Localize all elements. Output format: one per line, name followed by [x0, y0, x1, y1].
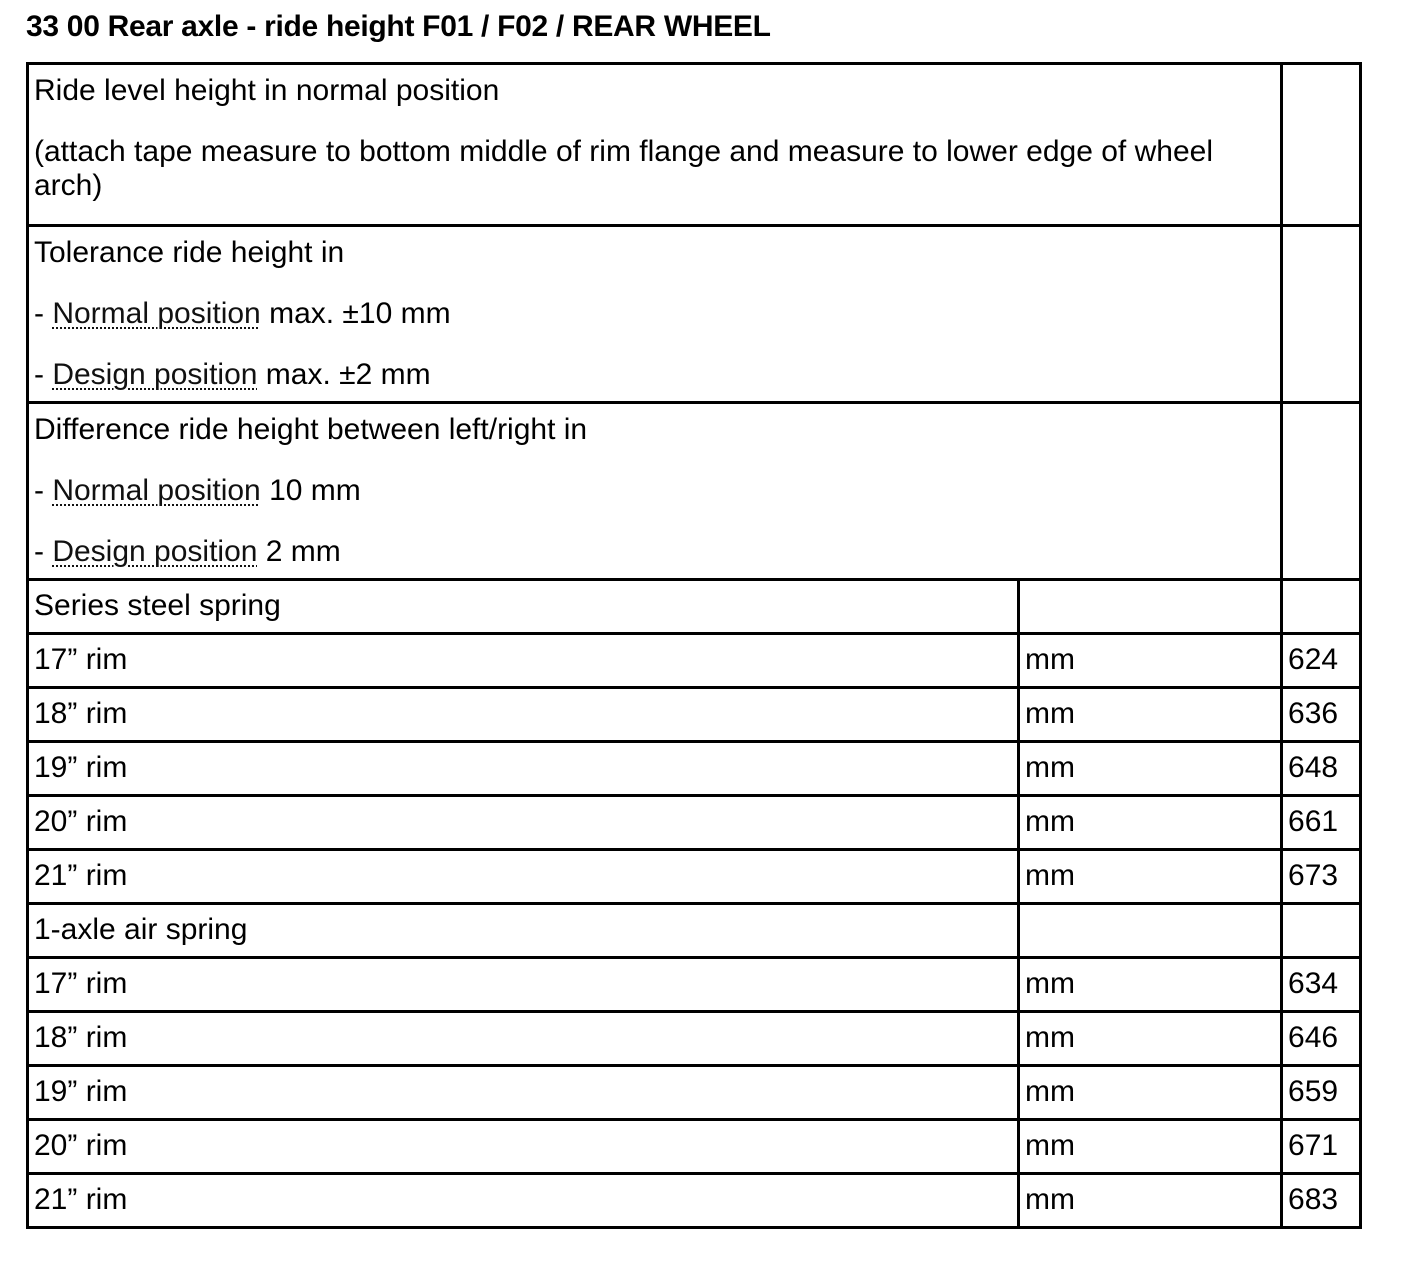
steel-spring-heading: Series steel spring: [28, 580, 1019, 634]
ride-level-instruction: (attach tape measure to bottom middle of rim flange and measure to lower edge of wheel arch): [34, 135, 1213, 202]
table-row: [28, 742, 1361, 796]
height-value: 683: [1282, 1174, 1361, 1228]
rim-label: 21” rim: [28, 1174, 1019, 1228]
rim-label: 19” rim: [28, 1066, 1019, 1120]
table-row: [28, 1012, 1361, 1066]
tolerance-value-cell: [1282, 226, 1361, 403]
ride-level-cell: [28, 64, 1282, 226]
height-value: 624: [1282, 634, 1361, 688]
unit: mm: [1019, 742, 1282, 796]
difference-design-item: [34, 535, 1275, 569]
rim-label: 21” rim: [28, 850, 1019, 904]
rim-label: 18” rim: [28, 688, 1019, 742]
bullet-dash: -: [34, 297, 53, 330]
unit: mm: [1019, 1012, 1282, 1066]
rim-label: 20” rim: [28, 796, 1019, 850]
height-value: 661: [1282, 796, 1361, 850]
unit: mm: [1019, 634, 1282, 688]
ride-level-value-cell: [1282, 64, 1361, 226]
tolerance-heading: Tolerance ride height in: [34, 236, 345, 269]
bullet-dash: -: [34, 358, 53, 391]
table-row: [28, 850, 1361, 904]
difference-value-cell: [1282, 403, 1361, 580]
tolerance-design-item: [34, 358, 1275, 392]
tolerance-cell: [28, 226, 1282, 403]
difference-cell: [28, 403, 1282, 580]
rim-label: 18” rim: [28, 1012, 1019, 1066]
table-row: [28, 1066, 1361, 1120]
height-value: 634: [1282, 958, 1361, 1012]
air-spring-section-row: [28, 904, 1361, 958]
table-row: [28, 1174, 1361, 1228]
empty-cell: [1019, 580, 1282, 634]
height-value: 659: [1282, 1066, 1361, 1120]
normal-position-link[interactable]: Normal position: [52, 474, 261, 507]
tolerance-design-value: max. ±2 mm: [257, 358, 431, 391]
table-row: [28, 1120, 1361, 1174]
difference-heading: Difference ride height between left/right in: [34, 413, 588, 446]
rim-label: 20” rim: [28, 1120, 1019, 1174]
height-value: 648: [1282, 742, 1361, 796]
rim-label: 17” rim: [28, 958, 1019, 1012]
ride-level-row: [28, 64, 1361, 226]
unit: mm: [1019, 850, 1282, 904]
steel-spring-section-row: [28, 580, 1361, 634]
tolerance-normal-value: max. ±10 mm: [260, 297, 451, 330]
air-spring-heading: 1-axle air spring: [28, 904, 1019, 958]
bullet-dash: -: [34, 474, 53, 507]
difference-normal-value: 10 mm: [260, 474, 361, 507]
rim-label: 17” rim: [28, 634, 1019, 688]
unit: mm: [1019, 796, 1282, 850]
empty-cell: [1019, 904, 1282, 958]
empty-cell: [1282, 580, 1361, 634]
table-row: [28, 958, 1361, 1012]
tolerance-normal-item: [34, 297, 1275, 331]
table-row: [28, 688, 1361, 742]
difference-row: [28, 403, 1361, 580]
unit: mm: [1019, 1066, 1282, 1120]
ride-height-table: [26, 62, 1362, 1229]
table-row: [28, 634, 1361, 688]
unit: mm: [1019, 1174, 1282, 1228]
unit: mm: [1019, 688, 1282, 742]
height-value: 636: [1282, 688, 1361, 742]
empty-cell: [1282, 904, 1361, 958]
page-title: 33 00 Rear axle - ride height F01 / F02 / REAR WHEEL: [26, 10, 771, 43]
design-position-link[interactable]: Design position: [52, 535, 258, 568]
height-value: 646: [1282, 1012, 1361, 1066]
bullet-dash: -: [34, 535, 53, 568]
height-value: 671: [1282, 1120, 1361, 1174]
design-position-link[interactable]: Design position: [52, 358, 258, 391]
rim-label: 19” rim: [28, 742, 1019, 796]
normal-position-link[interactable]: Normal position: [52, 297, 261, 330]
unit: mm: [1019, 1120, 1282, 1174]
ride-level-heading: Ride level height in normal position: [34, 74, 500, 107]
table-row: [28, 796, 1361, 850]
tolerance-row: [28, 226, 1361, 403]
unit: mm: [1019, 958, 1282, 1012]
difference-normal-item: [34, 474, 1275, 508]
difference-design-value: 2 mm: [257, 535, 341, 568]
height-value: 673: [1282, 850, 1361, 904]
